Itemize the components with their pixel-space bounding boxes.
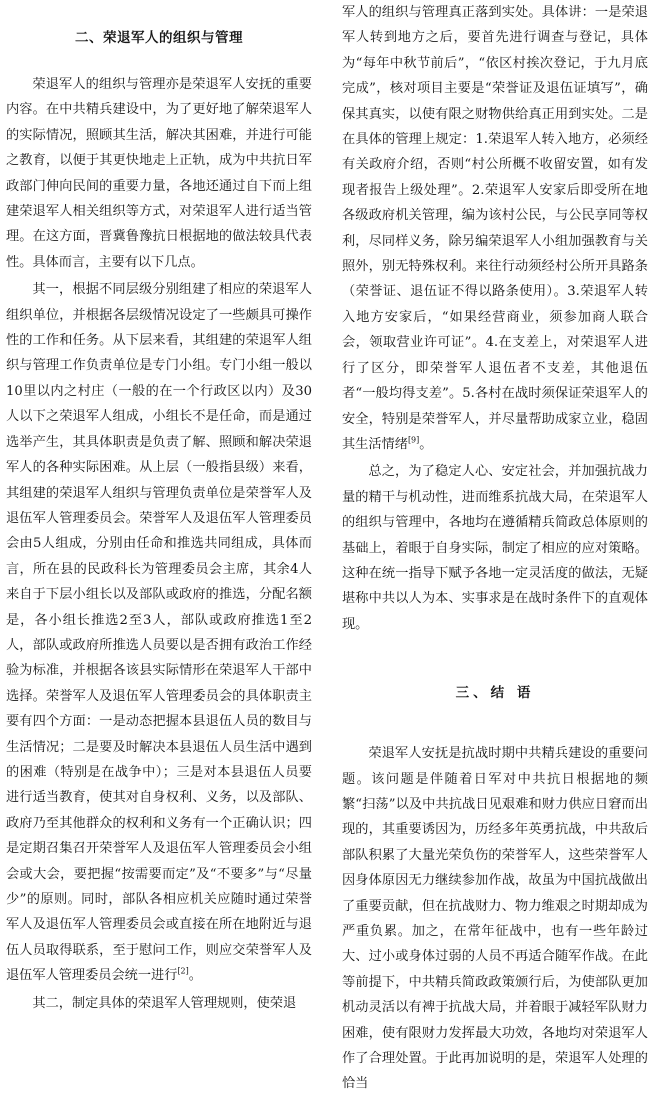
paragraph-point-two-start [6, 991, 312, 1016]
left-column [6, 0, 312, 1011]
paragraph-text: 其一，根据不同层级分别组建了相应的荣退军人组织单位，并根据各层级情况设定了一些颇具可操作性的工作和任务。从下层来看，其组建的荣退军人组织与管理工作负责单位是专门小组。专门小组一般以10里以内之村庄（一般的在一个行政区以内）及30人以下之荣退军人组成，小组长不是任命，而是通过选举产生，其具体职责是负责了解、照顾和解决荣退军人的各种实际困难。从上层（一般指县级）来看，其组建的荣退军人组织与管理负责单位是荣誉军人及退伍军人管理委员会。荣誉军人及退伍军人管理委员会由5人组成，分别由任命和推选共同组成，具体而言，所在县的民政科长为管理委员会主席，其余4人来自于下层小组长以及部队或政府的推选，分配名额是，各小组长推选2至3人，部队或政府推选1至2人，部队或政府所推选人员要以是否拥有政治工作经验为标准，并根据各该县实际情形在荣退军人干部中选择。荣誉军人及退伍军人管理委员会的具体职责主要有四个方面：一是动态把握本县退伍人员的数目与生活情况；二是要及时解决本县退伍人员生活中遇到的困难（特别是在战争中）；三是对本县退伍人员要进行适当教育，使其对自身权利、义务，以及部队、政府乃至其他群众的权利和义务有一个正确认识；四是定期召集召开荣誉军人及退伍军人管理委员会小组会或大会，要把握“按需要而定”及“不要多”与“尽量少”的原则。同时，部队各相应机关应随时通过荣誉军人及退伍军人管理委员会或直接在所在地附近与退伍人员取得联系，至于慰问工作，则应交荣誉军人及退伍军人管理委员会统一进行 [6, 282, 312, 984]
paragraph-text: 荣退军人的组织与管理亦是荣退军人安抚的重要内容。在中共精兵建设中，为了更好地了解荣退军人的实际情况，照顾其生活，解决其困难，并进行可能之教育，以便于其更快地走上正轨，成为中共抗日军政部门伸向民间的重要力量，各地还通过自下而上组建荣退军人相关组织等方式，对荣退军人进行适当管理。在这方面，晋冀鲁豫抗日根据地的做法较具代表性。具体而言，主要有以下几点。 [6, 77, 312, 270]
paragraph-summary [342, 459, 648, 637]
paragraph-text: 军人的组织与管理真正落到实处。具体讲：一是荣退军人转到地方之后，要首先进行调查与登记，具体为“每年中秋节前后”，“依区村挨次登记，于九月底完成”，核对项目主要是“荣誉证及退伍证填写”，确保其真实，以使有限之财物供给真正用到实处。二是在具体的管理上规定：1.荣退军人转入地方，必须经有关政府介绍，否则“村公所概不收留安置，如有发现者报告上级处理”。2.荣退军人安家后即受所在地各级政府机关管理，编为该村公民，与公民享同等权利，尽同样义务，除另编荣退军人小组加强教育与关照外，别无特殊权利。来往行动须经村公所开具路条（荣誉证、退伍证不得以路条使用）。3.荣退军人转入地方安家后，“如果经营商业，须参加商人联合会，领取营业许可证”。4.在支差上，对荣退军人进行了区分，即荣誉军人退伍者不支差，其他退伍者“一般均得支差”。5.各村在战时须保证荣退军人的安全，特别是荣誉军人，并尽量帮助成家立业，稳固其生活情绪 [342, 5, 648, 452]
paragraph-text: 总之，为了稳定人心、安定社会，并加强抗战力量的精干与机动性，进而维系抗战大局，在荣退军人的组织与管理中，各地均在遵循精兵简政总体原则的基础上，着眼于自身实际，制定了相应的应对策略。这种在统一指导下赋予各地一定灵活度的做法，无疑堪称中共以人为本、实事求是在战时条件下的直观体现。 [342, 464, 648, 632]
paragraph-point-two-continued [342, 0, 648, 457]
citation-marker: [2] [177, 966, 189, 976]
paragraph-conclusion [342, 741, 648, 1097]
paragraph-point-one [6, 277, 312, 988]
section-heading-organization: 二、荣退军人的组织与管理 [75, 30, 243, 46]
section-heading-conclusion: 三、结 语 [455, 685, 535, 702]
paragraph-tail: 。 [188, 968, 202, 984]
paragraph-text: 荣退军人安抚是抗战时期中共精兵建设的重要问题。该问题是伴随着日军对中共抗日根据地的频繁“扫荡”以及中共抗战日见艰难和财力供应日窘而出现的，其重要诱因为，历经多年英勇抗战，中共敌后部队积累了大量光荣负伤的荣誉军人，这些荣誉军人因身体原因无力继续参加作战，故虽为中国抗战做出了重要贡献，但在抗战财力、物力维艰之时期却成为严重负累。加之，在常年征战中，也有一些年龄过大、过小或身体过弱的人员不再适合随军作战。在此等前提下，中共精兵简政政策颁行后，为使部队更加机动灵活以有裨于抗战大局，并着眼于减轻军队财力困难，使有限财力发挥最大功效，各地均对荣退军人作了合理处置。于此再加说明的是，荣退军人处理的恰当 [342, 746, 648, 1092]
right-column [342, 0, 648, 1092]
paragraph-text: 其二，制定具体的荣退军人管理规则，使荣退 [32, 995, 297, 1011]
paragraph-tail: 。 [419, 436, 433, 452]
citation-marker: [9] [407, 435, 420, 445]
paragraph-intro [6, 72, 312, 275]
